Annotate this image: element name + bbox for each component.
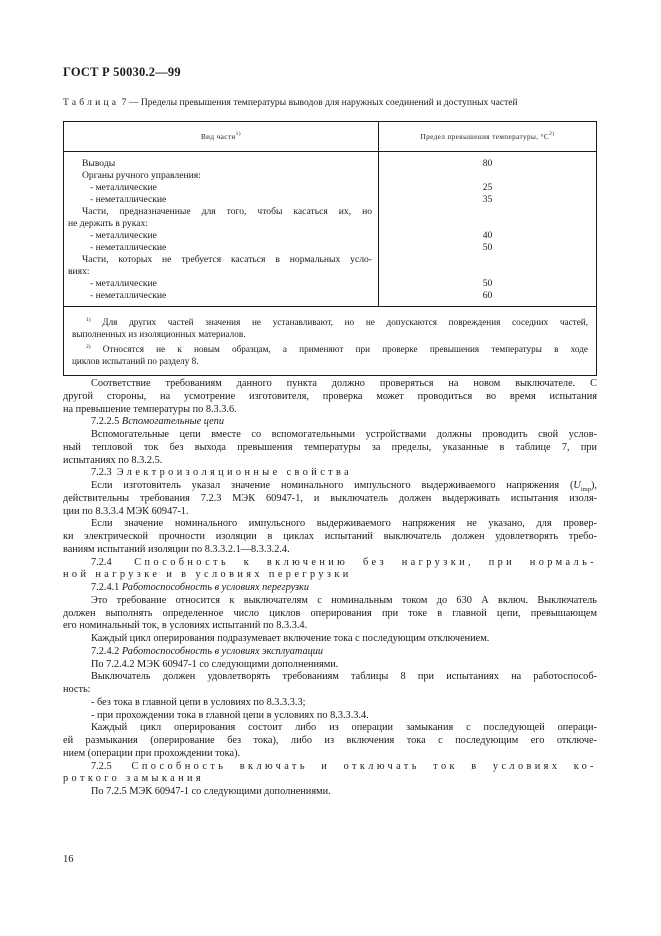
- col2-header: Предел превышения температуры, $^\circ С^{2)}$: [379, 122, 597, 152]
- paragraph-line: Вспомогательные цепи вместе со вспомогательными устройствами должны проводить свой услов-: [91, 429, 597, 440]
- section-heading-7-2-4-1: 7.2.4.1 Работоспособность в условиях перегрузки: [91, 582, 310, 593]
- standard-header: ГОСТ Р 50030.2—99: [63, 65, 181, 79]
- limit-value-cell: [379, 152, 597, 307]
- section-heading-7-2-4-2: 7.2.4.2 Работоспособность в условиях эксплуатации: [91, 645, 324, 657]
- section-heading-7-2-2-5: 7.2.2.5 Вспомогательные цепи: [91, 416, 224, 428]
- paragraph-line: Если значение номинального импульсного выдерживаемого напряжения не указано, для провер-: [91, 518, 597, 530]
- paragraph-line: испытаниях по 8.3.2.5.: [63, 454, 163, 466]
- table-notes-row: [64, 307, 597, 376]
- table-row-value: [379, 170, 596, 182]
- paragraph-line: Соответствие требованиям данного пункта должно проверяться на новом выключателе. С: [91, 378, 597, 389]
- table-row-label: - неметаллические: [90, 290, 167, 301]
- table-row-value: [379, 206, 596, 218]
- paragraph-line: По 7.2.5 МЭК 60947-1 со следующими дополнениями.: [91, 786, 331, 797]
- table-row-label: - металлические: [90, 230, 157, 241]
- table-caption-text: 7 — Пределы превышения температуры выводов для наружных соединений и доступных частей: [119, 97, 518, 108]
- note-2-line-1: $^{2)}$ Относятся не к новым образцам, а применяют при проверке превышения температуры в ходе: [86, 343, 588, 354]
- note-2-line-2: циклов испытаний по разделу 8.: [72, 356, 199, 367]
- paragraph-line: По 7.2.4.2 МЭК 60947-1 со следующими дополнениями.: [91, 658, 339, 670]
- table-row-label: не держать в руках:: [68, 218, 148, 229]
- paragraph-line: другой стороны, на усмотрение изготовителя, проверка может проводиться во время испытания: [63, 390, 597, 402]
- paragraph-line: действительны требования 7.2.3 МЭК 60947-1, и выключатель должен выдерживать испытания изоля-: [63, 492, 597, 504]
- table-row-value: 40: [482, 230, 493, 241]
- table-row-value: 50: [482, 278, 493, 289]
- paragraph-line: ность:: [63, 684, 91, 695]
- table-body-row: [64, 152, 597, 307]
- table-caption-word: Таблица: [63, 97, 120, 108]
- table-row-value: 80: [482, 158, 493, 169]
- temperature-rise-table: [63, 121, 597, 376]
- paragraph-line: ный тепловой ток без выхода превышения температуры за пределы, указанные в таблице 7, при: [63, 441, 597, 453]
- page-number: 16: [63, 854, 74, 865]
- table-caption: [63, 97, 603, 108]
- paragraph-line: на превышение температуры по 8.3.3.6.: [63, 403, 237, 415]
- table-row-value: [379, 254, 596, 266]
- note-1-line-1: $^{1)}$ Для других частей значения не устанавливают, но не допускаются повреждения соседних частей,: [86, 317, 588, 327]
- table-row-label: Выводы: [82, 158, 116, 169]
- table-row-label: - неметаллические: [90, 194, 167, 205]
- table-row-label: Органы ручного управления:: [82, 170, 201, 181]
- paragraph-line: должен выполнять определенное число циклов оперирования при токе в главной цепи, превышающем: [63, 607, 597, 619]
- paragraph-line: Каждый цикл оперирования состоит либо из операции замыкания с последующей операци-: [91, 722, 597, 734]
- table-row-value: 50: [482, 242, 493, 253]
- paragraph-line: нием (операции при прохождении тока).: [63, 747, 241, 759]
- table-row-value: [379, 266, 596, 278]
- section-heading-7-2-5: 7.2.5 Способность включать и отключать ток в условиях ко-: [91, 760, 597, 772]
- body-text: [63, 378, 597, 799]
- section-heading-7-2-4-cont: ной нагрузке и в условиях перегрузки: [63, 569, 352, 581]
- table-row-label: - металлические: [90, 278, 157, 289]
- table-row-value: [379, 218, 596, 230]
- section-heading-7-2-5-cont: роткого замыкания: [63, 773, 205, 785]
- section-heading-7-2-3: 7.2.3 Электроизоляционные свойства: [91, 467, 353, 479]
- list-item: - без тока в главной цепи в условиях по 8.3.3.3.3;: [91, 696, 306, 708]
- table-row-label: Части, которых не требуется касаться в нормальных усло-: [82, 254, 372, 265]
- table-row-label: Части, предназначенные для того, чтобы касаться их, но: [82, 206, 372, 217]
- table-row-label: - неметаллические: [90, 242, 167, 253]
- list-item: - при прохождении тока в главной цепи в условиях по 8.3.3.3.4.: [91, 709, 369, 721]
- table-row-label: виях:: [68, 266, 90, 277]
- note-1-line-2: выполненных из изоляционных материалов.: [72, 329, 246, 340]
- paragraph-line: ции по 8.3.3.4 МЭК 60947-1.: [63, 505, 189, 517]
- table-row-value: 60: [482, 290, 493, 301]
- table-row-value: 35: [482, 194, 493, 205]
- part-type-cell: [64, 152, 379, 307]
- table-notes: [64, 307, 597, 376]
- paragraph-line: ки электрической прочности изоляции в циклах испытаний выключатель должен удовлетворять требо-: [63, 531, 597, 542]
- paragraph-line: Каждый цикл оперирования подразумевает включение тока с последующим отключением.: [91, 633, 490, 644]
- col1-header: Вид части$^{1)}$: [64, 122, 379, 152]
- table-row-label: - металлические: [90, 182, 157, 193]
- paragraph-line: Это требование относится к выключателям с номинальным током до 630 А включ. Выключатель: [91, 594, 597, 606]
- table-row-value: 25: [482, 182, 493, 193]
- paragraph-line: ваниям испытаний изоляции по 8.3.3.2.1—8.3.3.2.4.: [63, 543, 290, 555]
- section-heading-7-2-4: 7.2.4 Способность к включению без нагрузки, при нормаль-: [91, 556, 597, 568]
- paragraph-line: его номинальный ток, в условиях испытаний по 8.3.3.4.: [63, 620, 308, 632]
- paragraph-line: ей размыкания (оперирование без тока), либо из включения тока с последующим его отключе-: [63, 735, 597, 746]
- table-header-row: [64, 122, 597, 152]
- paragraph-line: Выключатель должен удовлетворять требованиям таблицы 8 при испытаниях на работоспособ-: [91, 671, 597, 683]
- paragraph-line: Если изготовитель указал значение номинального импульсного выдерживаемого напряжения $(U_{imp})$,: [91, 480, 597, 494]
